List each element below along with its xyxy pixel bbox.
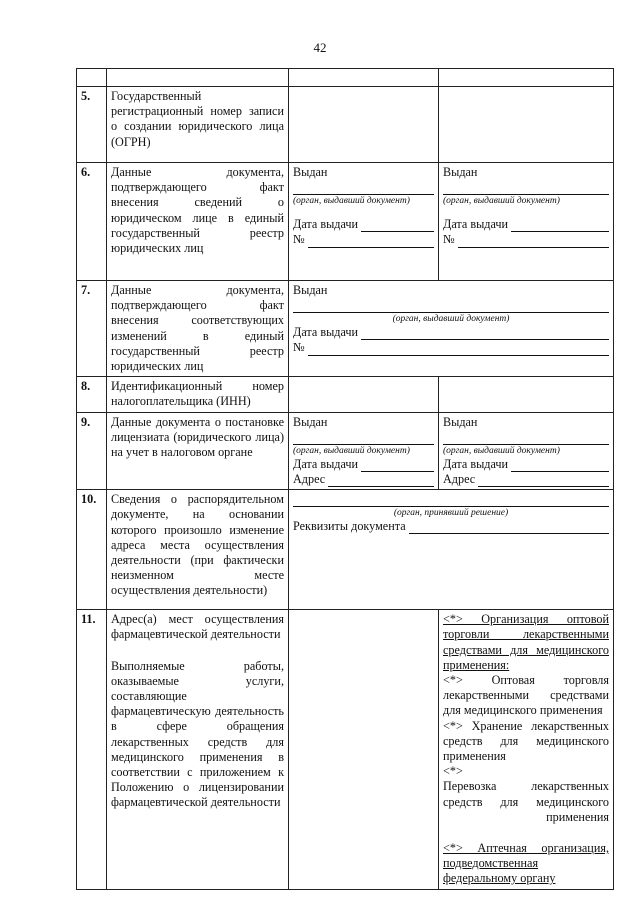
- row-number: 5.: [77, 87, 107, 163]
- value-cell[interactable]: [289, 87, 439, 163]
- row-number: 7.: [77, 281, 107, 377]
- number-label: №: [443, 232, 455, 247]
- value-cell[interactable]: [289, 610, 439, 889]
- issuer-field[interactable]: [293, 298, 609, 313]
- issuer-hint: (орган, выдавший документ): [293, 445, 410, 456]
- row-label: Сведения о распорядительном документе, на основании которого произошло изменение адреса места осуществления деятельности (при фактически неизменном месте осуществления деятельности): [107, 490, 289, 610]
- address-label: Адрес: [293, 472, 326, 487]
- number-label: №: [293, 232, 305, 247]
- works-services-label: Выполняемые работы, оказываемые услуги, составляющие фармацевтическую деятельность в сфере обращения лекарственных средств для медицинского применения в соответствии с приложением к Положению о лицензировании фармацевтической деятельности: [111, 658, 284, 810]
- row-7: [77, 281, 614, 377]
- issue-date-field[interactable]: [361, 328, 609, 340]
- activity-storage[interactable]: <*> Хранение лекарственных средств для медицинского применения: [443, 718, 609, 764]
- address-field[interactable]: [478, 475, 609, 487]
- issued-label: Выдан: [443, 165, 478, 179]
- activity-transport[interactable]: Перевозка лекарственных средств для медицинского применения: [443, 779, 609, 824]
- issue-date-label: Дата выдачи: [293, 456, 359, 471]
- activity-pharmacy-organization[interactable]: <*> Аптечная организация, подведомственная федеральному органу: [443, 841, 609, 886]
- issuer-field[interactable]: [293, 430, 434, 445]
- row-number: 10.: [77, 490, 107, 610]
- issue-date-field[interactable]: [361, 220, 434, 232]
- requisites-label: Реквизиты документа: [293, 519, 406, 534]
- number-field[interactable]: [458, 236, 609, 248]
- row-label: Данные документа, подтверждающего факт внесения соответствующих изменений в единый государственный реестр юридических лиц: [107, 281, 289, 377]
- issue-date-field[interactable]: [361, 460, 434, 472]
- decision-body-hint: (орган, принявший решение): [393, 508, 509, 519]
- issuer-hint: (орган, выдавший документ): [392, 314, 510, 325]
- number-field[interactable]: [308, 344, 609, 356]
- address-label: Адрес: [443, 472, 476, 487]
- issue-date-field[interactable]: [511, 460, 609, 472]
- issued-label: Выдан: [293, 414, 328, 429]
- license-form-table: [76, 68, 614, 890]
- number-row: [293, 232, 434, 247]
- decision-body-field[interactable]: [293, 492, 609, 507]
- row-10: [77, 490, 614, 610]
- decision-cell: [289, 490, 614, 610]
- row-9: [77, 412, 614, 490]
- row-label: Данные документа, подтверждающего факт внесения сведений о юридическом лице в единый государственный реестр юридических лиц: [107, 163, 289, 281]
- row-label: Данные документа о постановке лицензиата (юридического лица) на учет в налоговом органе: [107, 412, 289, 490]
- address-row: [443, 472, 609, 487]
- issuer-hint: (орган, выдавший документ): [293, 196, 410, 207]
- page-number: 42: [313, 40, 327, 55]
- row-label: Государственный регистрационный номер записи о создании юридического лица (ОГРН): [107, 87, 289, 163]
- issued-label: Выдан: [293, 165, 328, 179]
- row-label: Идентификационный номер налогоплательщика (ИНН): [107, 377, 289, 412]
- row-11: [77, 610, 614, 889]
- document-cell: [289, 281, 614, 377]
- issue-date-label: Дата выдачи: [443, 456, 509, 471]
- activity-wholesale-trade[interactable]: <*> Оптовая торговля лекарственными средствами для медицинского применения: [443, 673, 609, 718]
- number-field[interactable]: [308, 236, 434, 248]
- address-of-activity-label: Адрес(а) мест осуществления фармацевтической деятельности: [111, 612, 284, 642]
- issuer-hint: (орган, выдавший документ): [443, 196, 560, 207]
- row-5: [77, 87, 614, 163]
- issue-date-row: [443, 217, 609, 232]
- issuer-field[interactable]: [293, 180, 434, 195]
- number-row: [443, 232, 609, 247]
- row-number: 6.: [77, 163, 107, 281]
- requisites-field[interactable]: [409, 522, 609, 534]
- row-number: 9.: [77, 412, 107, 490]
- issuer-hint: (орган, выдавший документ): [443, 445, 560, 456]
- document-cell: [289, 412, 439, 490]
- document-cell: [439, 412, 614, 490]
- issue-date-label: Дата выдачи: [293, 217, 359, 232]
- activity-wholesale-organization[interactable]: <*> Организация оптовой торговли лекарственными средствами для медицинского применения:: [443, 612, 609, 672]
- row-8: [77, 377, 614, 412]
- value-cell[interactable]: [289, 377, 439, 412]
- number-row: [293, 340, 609, 355]
- row-number: 11.: [77, 610, 107, 889]
- issuer-field[interactable]: [443, 180, 609, 195]
- value-cell[interactable]: [439, 377, 614, 412]
- header-row: [77, 69, 614, 87]
- issue-date-label: Дата выдачи: [443, 217, 509, 232]
- activities-cell: [439, 610, 614, 889]
- row-number: 8.: [77, 377, 107, 412]
- address-field[interactable]: [328, 475, 434, 487]
- activity-transport-marker[interactable]: <*>: [443, 764, 463, 779]
- issuer-field[interactable]: [443, 430, 609, 445]
- requisites-row: [293, 519, 609, 534]
- issued-label: Выдан: [443, 414, 478, 429]
- issue-date-row: [443, 457, 609, 472]
- document-cell: [439, 163, 614, 281]
- address-row: [293, 472, 434, 487]
- issue-date-row: [293, 217, 434, 232]
- document-cell: [289, 163, 439, 281]
- row-6: [77, 163, 614, 281]
- issue-date-label: Дата выдачи: [293, 325, 359, 340]
- number-label: №: [293, 340, 305, 355]
- issued-label: Выдан: [293, 283, 328, 297]
- issue-date-row: [293, 325, 609, 340]
- issue-date-field[interactable]: [511, 220, 609, 232]
- row-label: [107, 610, 289, 889]
- issue-date-row: [293, 457, 434, 472]
- value-cell[interactable]: [439, 87, 614, 163]
